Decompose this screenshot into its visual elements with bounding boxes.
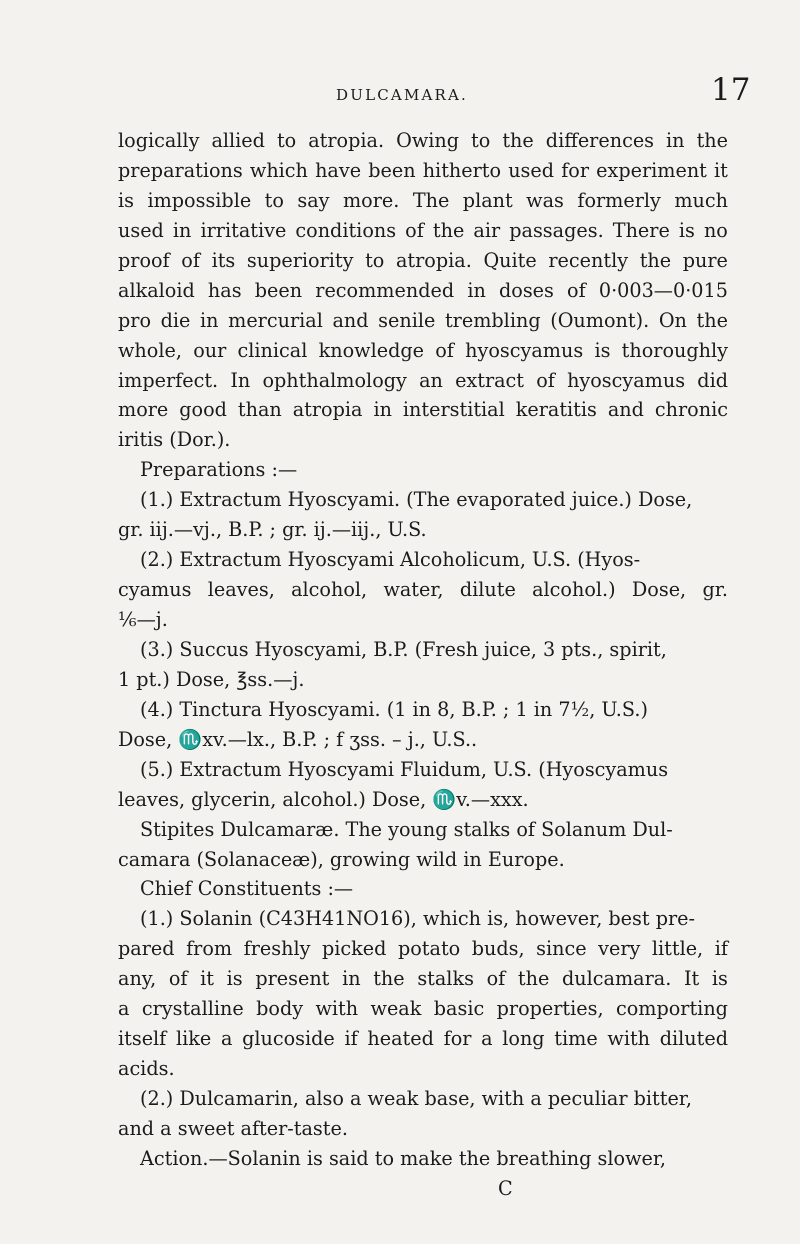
body-text: [118, 126, 728, 1204]
text-line: leaves, glycerin, alcohol.) Dose, ♏v.—xxx.: [118, 787, 529, 811]
text-line: whole, our clinical knowledge of hyoscyamus is thoroughly: [118, 338, 728, 362]
text-line: preparations which have been hitherto used for experiment it: [118, 158, 728, 182]
text-line: pro die in mercurial and senile trembling (Oumont). On the: [118, 308, 728, 332]
text-line: itself like a glucoside if heated for a long time with diluted: [118, 1027, 728, 1051]
text-line: (2.) Dulcamarin, also a weak base, with a peculiar bitter,: [140, 1087, 692, 1110]
text-line: more good than atropia in interstitial keratitis and chronic: [118, 398, 728, 422]
text-line: Dose, ♏xv.—lx., B.P. ; f ʒss. – j., U.S..: [118, 727, 478, 751]
running-title: DULCAMARA.: [336, 86, 469, 104]
signature-mark-line: [118, 1174, 728, 1204]
text-line: (1.) Solanin (C43H41NO16), which is, however, best pre-: [140, 907, 695, 931]
text-line: (3.) Succus Hyoscyami, B.P. (Fresh juice, 3 pts., spirit,: [140, 637, 667, 661]
text-line: logically allied to atropia. Owing to the differences in the: [118, 129, 728, 152]
text-line: Preparations :—: [140, 458, 298, 482]
text-line: iritis (Dor.).: [118, 428, 231, 452]
text-line: cyamus leaves, alcohol, water, dilute alcohol.) Dose, gr.: [118, 578, 728, 602]
section-heading-line: Stipites Dulcamaræ. The young stalks of Solanum Dul-: [140, 817, 673, 841]
running-head: [0, 62, 800, 108]
text-line: ⅙—j.: [118, 608, 168, 631]
text-line: is impossible to say more. The plant was formerly much: [118, 188, 728, 212]
text-line: (2.) Extractum Hyoscyami Alcoholicum, U.S. (Hyos-: [140, 548, 641, 572]
text-line: Chief Constituents :—: [140, 877, 354, 901]
text-line: (5.) Extractum Hyoscyami Fluidum, U.S. (Hyoscyamus: [140, 757, 669, 781]
text-line: 1 pt.) Dose, ℥ss.—j.: [118, 667, 305, 691]
text-line: pared from freshly picked potato buds, since very little, if: [118, 937, 728, 961]
page-number: 17: [711, 72, 751, 108]
text-line: and a sweet after-taste.: [118, 1116, 348, 1140]
text-line: camara (Solanaceæ), growing wild in Europe.: [118, 847, 565, 871]
text-line: any, of it is present in the stalks of the dulcamara. It is: [118, 967, 728, 991]
signature-mark: C: [498, 1176, 513, 1200]
text-line: alkaloid has been recommended in doses of 0·003—0·015: [118, 278, 728, 302]
text-line: proof of its superiority to atropia. Quite recently the pure: [118, 248, 728, 272]
text-line: a crystalline body with weak basic properties, comporting: [118, 997, 728, 1021]
text-line: gr. iij.—vj., B.P. ; gr. ij.—iij., U.S.: [118, 518, 427, 542]
text-line: (1.) Extractum Hyoscyami. (The evaporated juice.) Dose,: [140, 488, 693, 512]
text-line: imperfect. In ophthalmology an extract of hyoscyamus did: [118, 368, 728, 392]
text-line: (4.) Tinctura Hyoscyami. (1 in 8, B.P. ; 1 in 7½, U.S.): [140, 697, 648, 721]
text-line: used in irritative conditions of the air passages. There is no: [118, 218, 728, 242]
text-line: acids.: [118, 1057, 175, 1081]
text-line: Action.—Solanin is said to make the breathing slower,: [140, 1146, 667, 1170]
